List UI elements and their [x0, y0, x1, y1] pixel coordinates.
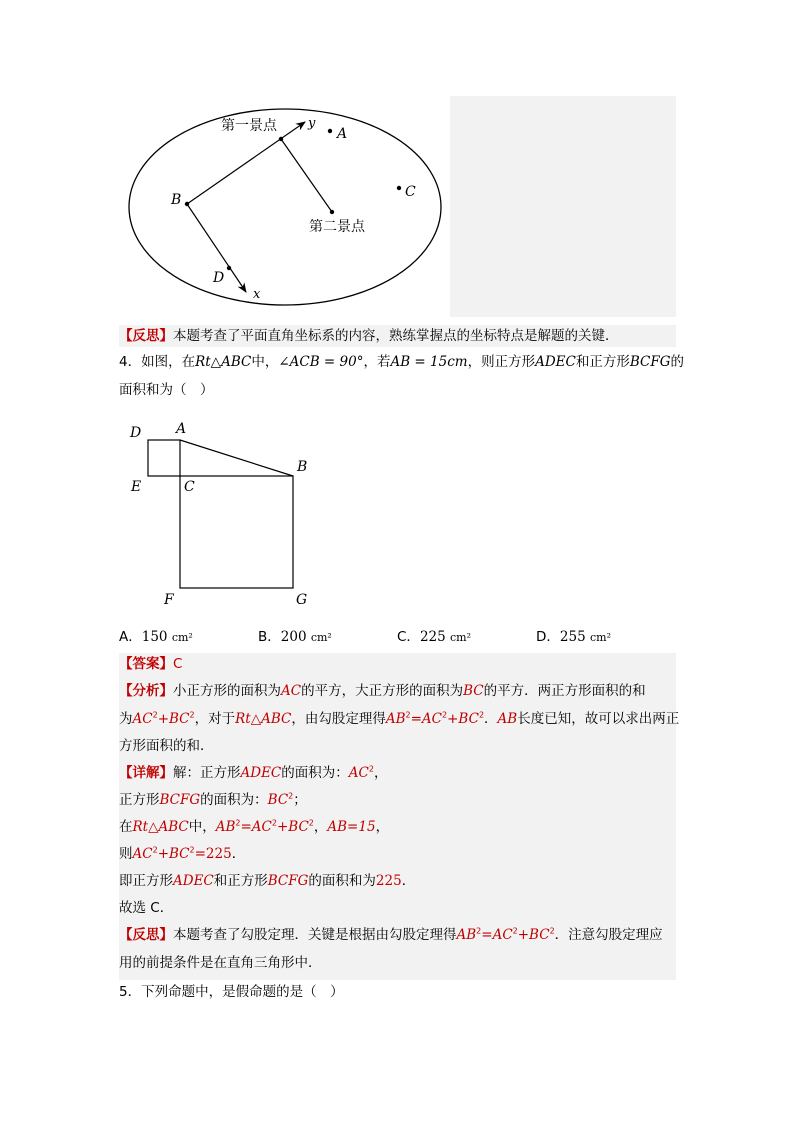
label-B: B	[297, 459, 308, 475]
label-B: B	[171, 192, 182, 208]
coordinate-map-figure	[119, 96, 450, 317]
squares-figure	[119, 415, 329, 615]
option-c[interactable]: C．225 cm²	[397, 629, 472, 645]
label-E: E	[131, 479, 142, 495]
label-spot1: 第一景点	[221, 118, 277, 134]
detail-line5: 即正方形ADEC和正方形BCFG的面积和为225．	[119, 873, 416, 889]
label-C: C	[184, 479, 195, 495]
point-A	[328, 129, 332, 133]
y-axis	[187, 122, 305, 204]
question5-line: 5．下列命题中，是假命题的是（ ）	[119, 984, 344, 1000]
point-spot2	[330, 210, 334, 214]
detail-line1: 【详解】解：正方形ADEC的面积为：$AC^2$，	[119, 764, 388, 781]
analysis-line2: 为$AC^2+BC^2$，对于Rt△ABC，由勾股定理得$AB^2=AC^2+BC^2$．AB长度已知，故可以求出两正	[119, 710, 680, 727]
point-spot1	[279, 137, 283, 141]
reflection2-line2: 用的前提条件是在直角三角形中．	[119, 955, 322, 971]
question4-line2: 面积和为（ ）	[119, 382, 214, 398]
label-C: C	[405, 184, 416, 200]
label-spot2: 第二景点	[309, 219, 365, 235]
detail-line6: 故选 C．	[119, 900, 174, 916]
reflection1-line: 【反思】本题考查了平面直角坐标系的内容，熟练掌握点的坐标特点是解题的关键．	[119, 328, 619, 344]
label-y: y	[308, 116, 316, 131]
reflection2-line1: 【反思】本题考查了勾股定理．关键是根据由勾股定理得$AB^2=AC^2+BC^2$．注意勾股定理应	[119, 926, 663, 943]
option-a[interactable]: A．150 cm²	[119, 629, 193, 645]
option-d[interactable]: D．255 cm²	[536, 629, 611, 645]
point-C	[397, 186, 401, 190]
answer-line: 【答案】C	[119, 656, 183, 672]
label-x: x	[253, 287, 261, 302]
label-F: F	[164, 592, 174, 608]
spot-connector	[281, 139, 332, 212]
square-BCFG	[180, 476, 293, 588]
label-A: A	[176, 421, 187, 437]
point-D	[227, 266, 231, 270]
question4-line1: 4．如图，在Rt△ABC中，∠ACB = 90°，若AB = 15cm，则正方形ADEC和正方形BCFG的	[119, 354, 684, 370]
square-ADEC	[148, 440, 180, 476]
option-b[interactable]: B．200 cm²	[258, 629, 332, 645]
label-G: G	[296, 592, 308, 608]
label-D: D	[213, 270, 225, 286]
detail-line4: 则$AC^2+BC^2=225$．	[119, 845, 246, 862]
detail-line2: 正方形BCFG的面积为：$BC^2$；	[119, 791, 307, 808]
label-D: D	[130, 425, 142, 441]
detail-line3: 在Rt△ABC中，$AB^2=AC^2+BC^2$，AB=15，	[119, 818, 390, 835]
analysis-line3: 方形面积的和．	[119, 738, 214, 754]
point-B	[185, 202, 189, 206]
label-A: A	[337, 126, 348, 142]
analysis-line1: 【分析】小正方形的面积为AC的平方，大正方形的面积为BC的平方．两正方形面积的和	[119, 683, 646, 699]
hypotenuse-AB	[180, 440, 293, 476]
